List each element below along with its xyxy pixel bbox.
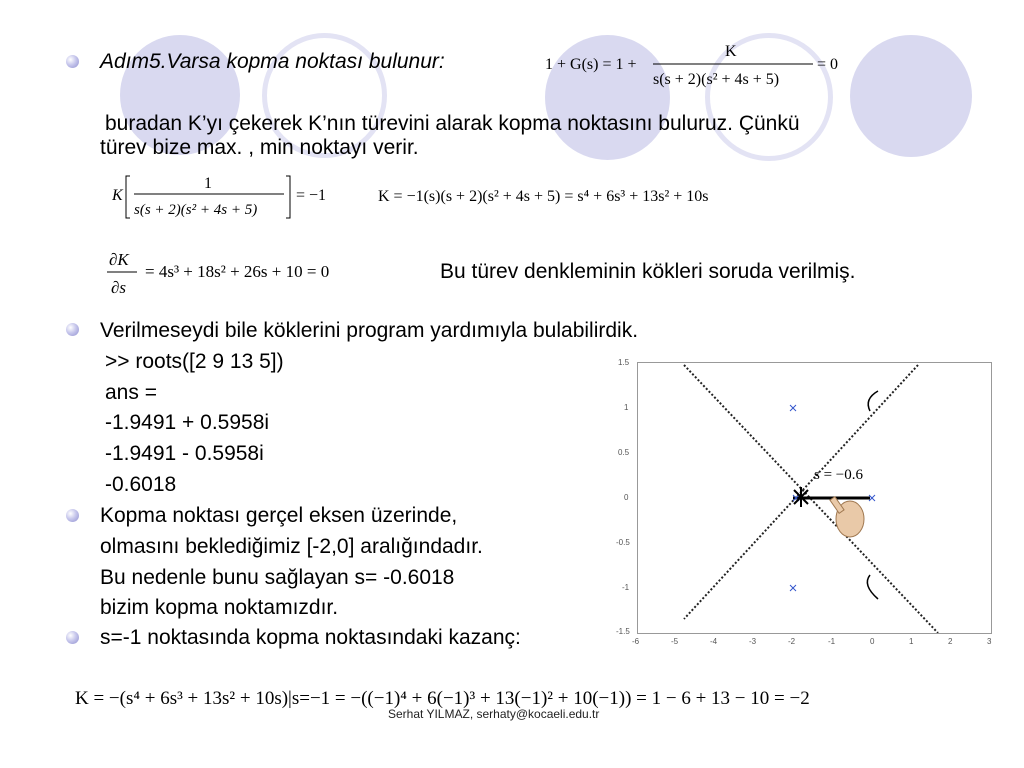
svg-text:= 4s³ + 18s² + 26s + 10 = 0: = 4s³ + 18s² + 26s + 10 = 0 bbox=[145, 262, 330, 281]
x-tick: -6 bbox=[632, 637, 640, 646]
deco-circle bbox=[850, 35, 972, 157]
svg-text:K: K bbox=[112, 187, 123, 204]
paragraph-line-2: türev bize max. , min noktayı verir. bbox=[100, 136, 419, 159]
hand-pointer-icon bbox=[830, 497, 864, 537]
x-tick: -5 bbox=[671, 637, 679, 646]
code-line: ans = bbox=[105, 381, 157, 404]
svg-text:1: 1 bbox=[204, 175, 212, 192]
bullet3-line: Bu nedenle bunu sağlayan s= -0.6018 bbox=[100, 566, 455, 589]
x-tick: 3 bbox=[987, 637, 992, 646]
y-tick: -1.5 bbox=[616, 627, 630, 636]
paragraph-line-1: buradan K’yı çekerek K’nın türevini alarak kopma noktasını buluruz. Çünkü bbox=[105, 112, 800, 135]
x-tick: 1 bbox=[909, 637, 914, 646]
x-tick: 2 bbox=[948, 637, 953, 646]
y-tick: 0 bbox=[624, 493, 629, 502]
k-fraction-equation bbox=[112, 172, 352, 224]
k-expanded-equation bbox=[378, 183, 778, 211]
bullet-icon bbox=[66, 323, 79, 336]
svg-text:= −1: = −1 bbox=[296, 187, 327, 204]
bullet3-line: bizim kopma noktamızdır. bbox=[100, 596, 339, 619]
bullet3-line: Kopma noktası gerçel eksen üzerinde, bbox=[100, 504, 458, 527]
svg-text:K = −1(s)(s + 2)(s² + 4s + 5): K = −1(s)(s + 2)(s² + 4s + 5) = s⁴ + 6s³ + 13s² + 10s bbox=[378, 188, 709, 205]
bullet2-text: Verilmeseydi bile köklerini program yardımıyla bulabilirdik. bbox=[100, 319, 639, 342]
x-tick: 0 bbox=[870, 637, 875, 646]
svg-text:s(s + 2)(s² + 4s + 5): s(s + 2)(s² + 4s + 5) bbox=[134, 202, 258, 218]
y-tick: -1 bbox=[622, 583, 630, 592]
code-line: -0.6018 bbox=[105, 473, 177, 496]
breakaway-annotation: s = −0.6 bbox=[814, 467, 864, 483]
root-locus-plot bbox=[616, 358, 992, 646]
code-line: -1.9491 + 0.5958i bbox=[105, 411, 270, 434]
svg-text:1 + G(s) = 1 +: 1 + G(s) = 1 + bbox=[545, 56, 637, 73]
svg-text:∂K: ∂K bbox=[109, 250, 129, 269]
x-tick: -1 bbox=[828, 637, 836, 646]
y-tick: 0.5 bbox=[618, 448, 630, 457]
y-tick: 1.5 bbox=[618, 358, 630, 367]
bullet-icon bbox=[66, 55, 79, 68]
bullet4-text: s=-1 noktasında kopma noktasındaki kazanç: bbox=[100, 626, 521, 649]
x-tick: -2 bbox=[788, 637, 796, 646]
bullet-icon bbox=[66, 631, 79, 644]
svg-text:∂s: ∂s bbox=[111, 278, 127, 297]
bullet-icon bbox=[66, 509, 79, 522]
svg-text:= 0: = 0 bbox=[817, 56, 839, 73]
y-tick: -0.5 bbox=[616, 538, 630, 547]
code-line: -1.9491 - 0.5958i bbox=[105, 442, 264, 465]
svg-text:K: K bbox=[725, 43, 737, 60]
x-tick: -4 bbox=[710, 637, 718, 646]
x-tick: -3 bbox=[749, 637, 757, 646]
y-tick: 1 bbox=[624, 403, 629, 412]
step-heading: Adım5.Varsa kopma noktası bulunur: bbox=[100, 50, 445, 73]
derivative-equation bbox=[105, 245, 405, 301]
final-gain-equation: K = −(s⁴ + 6s³ + 13s² + 10s)|s=−1 = −((−1)⁴ + 6(−1)³ + 13(−1)² + 10(−1)) = 1 − 6 + 13 − 10 = −2 bbox=[75, 688, 810, 709]
code-line: >> roots([2 9 13 5]) bbox=[105, 350, 284, 373]
svg-text:s(s + 2)(s² + 4s + 5): s(s + 2)(s² + 4s + 5) bbox=[653, 71, 780, 88]
roots-given-text: Bu türev denkleminin kökleri soruda verilmiş. bbox=[440, 260, 856, 283]
footer-author: Serhat YILMAZ, serhaty@kocaeli.edu.tr bbox=[388, 707, 600, 721]
bullet3-line: olmasını beklediğimiz [-2,0] aralığındadır. bbox=[100, 535, 483, 558]
characteristic-equation bbox=[545, 42, 845, 92]
